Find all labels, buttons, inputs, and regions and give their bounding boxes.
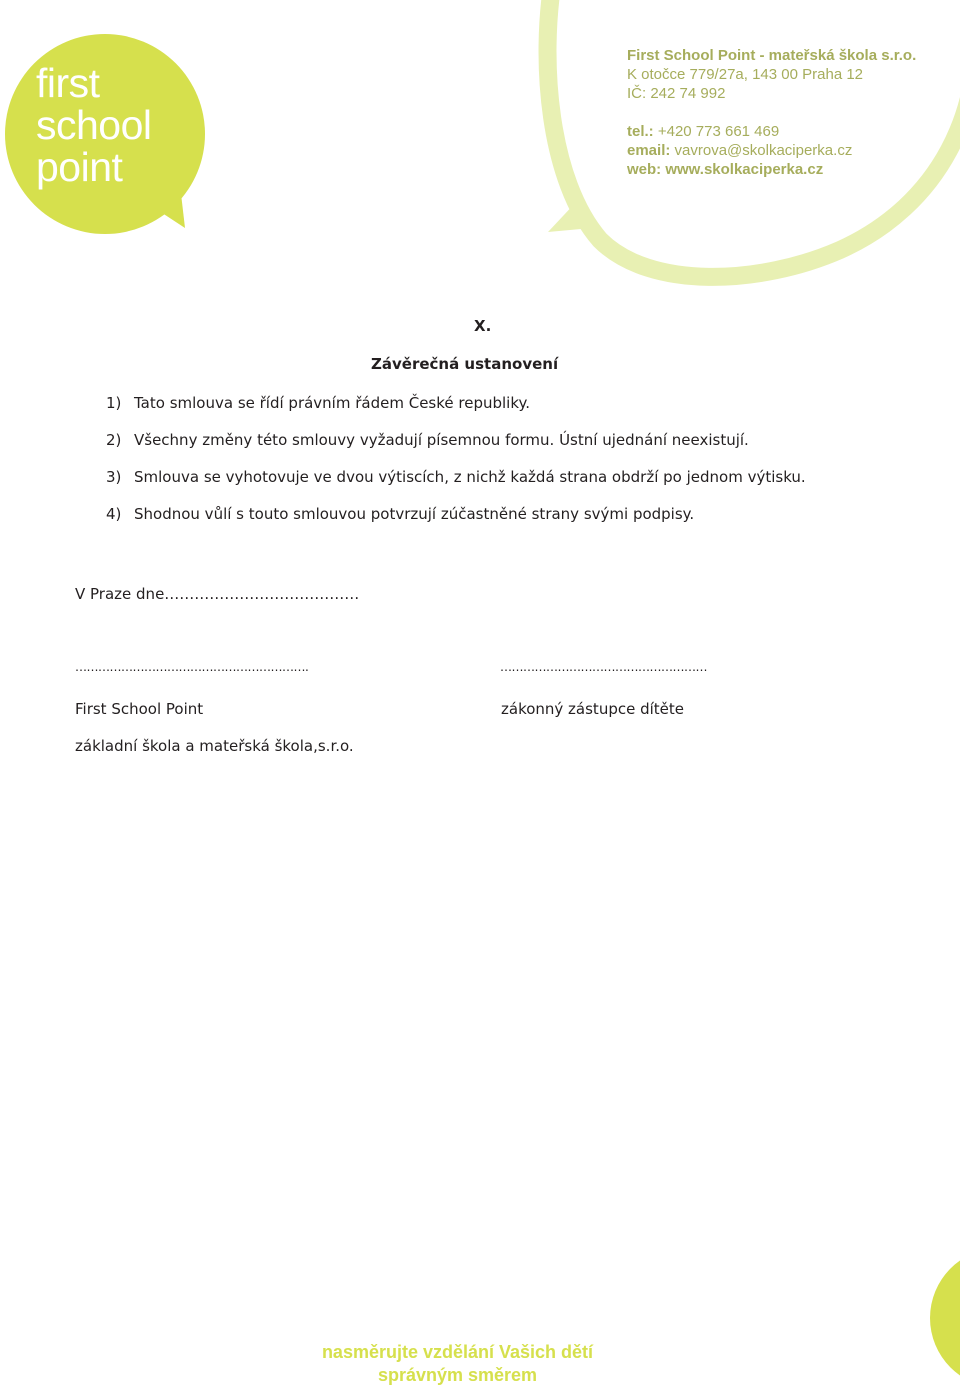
contact-web: web: www.skolkaciperka.cz — [627, 161, 824, 178]
signatory-guardian: zákonný zástupce dítěte — [501, 700, 684, 718]
logo-line: first — [36, 60, 100, 106]
logo-line: point — [36, 144, 123, 190]
contact-email — [627, 141, 916, 160]
section-title: Závěrečná ustanovení — [371, 355, 559, 373]
clause-text: Všechny změny této smlouvy vyžadují písemnou formu. Ústní ujednání neexistují. — [134, 431, 749, 449]
clause-text: Smlouva se vyhotovuje ve dvou výtiscích, z nichž každá strana obdrží po jednom výtisku. — [134, 468, 806, 486]
company-name: First School Point - mateřská škola s.r.o. — [627, 47, 917, 64]
clause-list — [106, 393, 806, 541]
clause-text: Tato smlouva se řídí právním řádem České republiky. — [134, 394, 530, 412]
footer-circle — [930, 1248, 960, 1388]
contact-block — [627, 46, 916, 179]
clause-item — [106, 430, 806, 456]
logo-wordmark — [36, 62, 216, 188]
tel-label: tel.: — [627, 123, 654, 140]
slogan-line: nasměrujte vzdělání Vašich dětí — [321, 1342, 594, 1362]
logo-line: school — [36, 102, 152, 148]
company-ic: IČ: 242 74 992 — [627, 85, 726, 102]
clause-number: 3) — [106, 468, 122, 486]
clause-number: 1) — [106, 394, 122, 412]
signature-line-right: ……………………………………………… — [500, 660, 707, 674]
signatory-school: First School Point — [75, 700, 204, 718]
email-value: vavrova@skolkaciperka.cz — [670, 142, 853, 159]
signature-line-left: ……………………………………………………. — [75, 660, 309, 674]
clause-text: Shodnou vůlí s touto smlouvou potvrzují zúčastněné strany svými podpisy. — [134, 505, 695, 523]
slogan-line: správným směrem — [377, 1365, 538, 1385]
clause-item — [106, 504, 806, 530]
clause-item — [106, 467, 806, 493]
signatory-school-subtitle: základní škola a mateřská škola,s.r.o. — [75, 737, 354, 755]
email-label: email: — [627, 142, 671, 159]
clause-number: 4) — [106, 505, 122, 523]
contact-tel — [627, 122, 916, 141]
clause-item — [106, 393, 806, 419]
place-date-line: V Praze dne………………………………… — [75, 585, 360, 603]
clause-number: 2) — [106, 431, 122, 449]
footer-slogan — [300, 1341, 615, 1387]
section-number: X. — [474, 317, 492, 335]
tel-value: +420 773 661 469 — [653, 123, 780, 140]
company-address: K otočce 779/27a, 143 00 Praha 12 — [627, 66, 864, 83]
